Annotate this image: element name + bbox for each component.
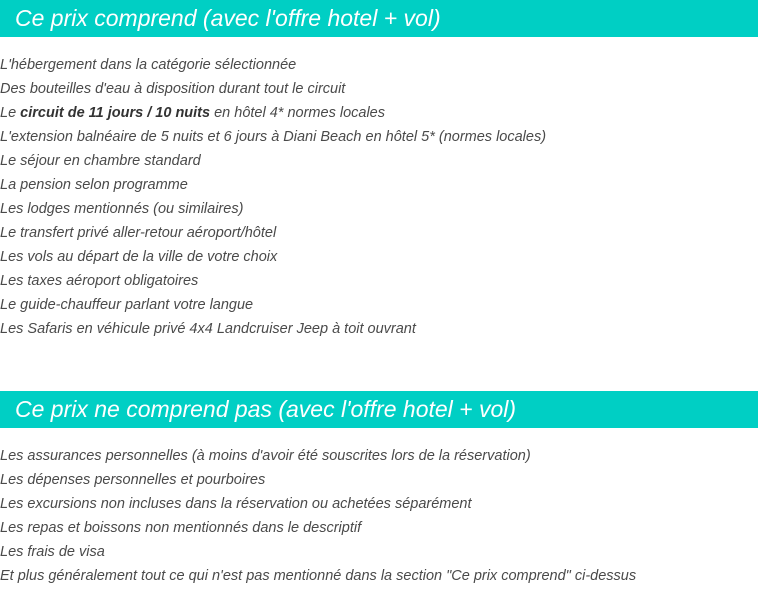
includes-list bbox=[0, 53, 546, 341]
circuit-prefix: Le bbox=[0, 105, 21, 121]
list-item: L'hébergement dans la catégorie sélectionnée bbox=[0, 57, 297, 73]
list-item: Les excursions non incluses dans la réservation ou achetées séparément bbox=[0, 496, 472, 512]
list-item: La pension selon programme bbox=[0, 177, 188, 193]
list-item: Des bouteilles d'eau à disposition durant tout le circuit bbox=[0, 81, 346, 97]
list-item: Les vols au départ de la ville de votre choix bbox=[0, 249, 278, 265]
circuit-suffix: en hôtel 4* normes locales bbox=[210, 105, 385, 121]
list-item: Les repas et boissons non mentionnés dans le descriptif bbox=[0, 520, 362, 536]
list-item: Les taxes aéroport obligatoires bbox=[0, 273, 199, 289]
list-item: Les dépenses personnelles et pourboires bbox=[0, 472, 266, 488]
includes-header bbox=[0, 0, 758, 37]
list-item: L'extension balnéaire de 5 nuits et 6 jours à Diani Beach en hôtel 5* (normes locales) bbox=[0, 129, 547, 145]
excludes-title: Ce prix ne comprend pas (avec l'offre hotel + vol) bbox=[15, 396, 517, 422]
includes-title: Ce prix comprend (avec l'offre hotel + vol) bbox=[15, 5, 441, 31]
list-item: Les assurances personnelles (à moins d'avoir été souscrites lors de la réservation) bbox=[0, 448, 531, 464]
list-item: Les lodges mentionnés (ou similaires) bbox=[0, 201, 244, 217]
list-item-circuit bbox=[0, 101, 546, 125]
list-item: Le transfert privé aller-retour aéroport/hôtel bbox=[0, 225, 277, 241]
list-item: Et plus généralement tout ce qui n'est pas mentionné dans la section "Ce prix comprend" ci-dessus bbox=[0, 568, 637, 584]
list-item: Le séjour en chambre standard bbox=[0, 153, 201, 169]
list-item: Les Safaris en véhicule privé 4x4 Landcruiser Jeep à toit ouvrant bbox=[0, 321, 416, 337]
excludes-header bbox=[0, 391, 758, 428]
list-item: Les frais de visa bbox=[0, 544, 105, 560]
list-item: Le guide-chauffeur parlant votre langue bbox=[0, 297, 254, 313]
circuit-duration: circuit de 11 jours / 10 nuits bbox=[20, 105, 211, 121]
excludes-list bbox=[0, 444, 636, 588]
